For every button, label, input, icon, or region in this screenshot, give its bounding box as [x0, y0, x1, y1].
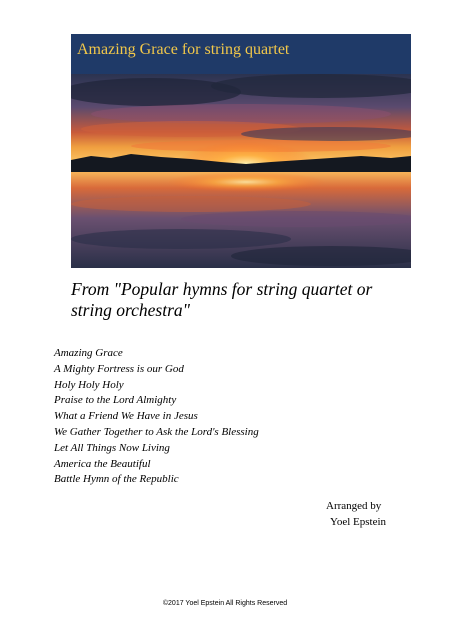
arranger-name: Yoel Epstein — [330, 515, 387, 528]
arranger-credit — [326, 499, 436, 530]
title-band — [71, 34, 411, 74]
hymn-item: A Mighty Fortress is our God — [54, 362, 184, 375]
collection-subtitle: From "Popular hymns for string quartet or string orchestra" — [71, 279, 373, 320]
hymn-item: What a Friend We Have in Jesus — [54, 410, 198, 423]
arranged-by-label: Arranged by — [326, 500, 382, 512]
hymn-item: America the Beautiful — [54, 457, 151, 470]
sunset-lake-photo — [71, 74, 411, 268]
hymn-item: Praise to the Lord Almighty — [54, 394, 177, 407]
hymn-item: Holy Holy Holy — [54, 378, 124, 391]
cover-image — [71, 34, 411, 268]
hymn-item: Amazing Grace — [54, 347, 123, 359]
hymn-item: Let All Things Now Living — [54, 441, 170, 454]
hymn-list — [54, 346, 259, 488]
hymn-item: Battle Hymn of the Republic — [54, 473, 179, 486]
cover-title: Amazing Grace for string quartet — [77, 41, 290, 58]
copyright-notice: ©2017 Yoel Epstein All Rights Reserved — [162, 600, 288, 607]
hymn-item: We Gather Together to Ask the Lord's Blessing — [54, 425, 259, 438]
